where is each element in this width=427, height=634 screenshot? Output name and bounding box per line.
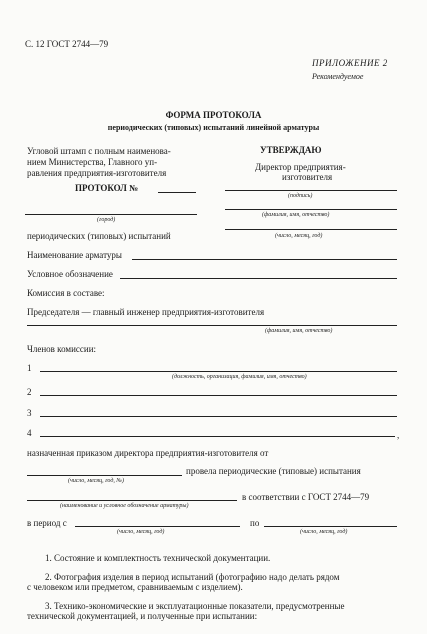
- period-to-hint: (число, месяц, год): [300, 529, 348, 535]
- order-label: назначенная приказом директора предприятия-изготовителя от: [27, 448, 269, 458]
- signature-line[interactable]: [225, 190, 397, 191]
- protocol-number-label: ПРОТОКОЛ №: [75, 183, 139, 193]
- protocol-tests-label: периодических (типовых) испытаний: [27, 231, 171, 241]
- order-date-line[interactable]: [27, 475, 182, 476]
- stamp-line-2: нием Министерства, Главного уп-: [27, 157, 158, 167]
- period-from-hint: (число, месяц, год): [117, 529, 165, 535]
- item-3-line-1: 3. Технико-экономические и эксплуатационные показатели, предусмотренные: [45, 601, 345, 611]
- director-name-hint: (фамилия, имя, отчество): [262, 212, 330, 218]
- arm-name-designation-hint: (наименование и условное обозначение арматуры): [60, 503, 189, 509]
- member-1-line[interactable]: [40, 371, 397, 372]
- approve-date-line[interactable]: [225, 229, 397, 230]
- form-subtitle: периодических (типовых) испытаний линейной арматуры: [107, 123, 320, 132]
- member-4-number: 4: [27, 428, 32, 438]
- approve-date-hint: (число, месяц, год): [275, 233, 323, 239]
- director-name-line[interactable]: [225, 209, 397, 210]
- approve-manufacturer: изготовителя: [282, 172, 333, 182]
- members-label: Членов комиссии:: [27, 344, 97, 354]
- designation-line[interactable]: [120, 278, 397, 279]
- chairman-name-line[interactable]: [27, 325, 397, 326]
- approve-title: УТВЕРЖДАЮ: [260, 145, 322, 155]
- order-date-hint: (число, месяц, год, №): [68, 478, 125, 484]
- protocol-number-line[interactable]: [158, 192, 196, 193]
- commission-label: Комиссия в составе:: [27, 288, 105, 298]
- member-1-number: 1: [27, 363, 32, 373]
- arm-name-label: Наименование арматуры: [27, 250, 122, 260]
- arm-name-line[interactable]: [132, 259, 397, 260]
- designation-label: Условное обозначение: [27, 269, 113, 279]
- member-3-line[interactable]: [40, 416, 397, 417]
- period-to-line[interactable]: [264, 526, 397, 527]
- appendix-label: ПРИЛОЖЕНИЕ 2: [312, 58, 388, 68]
- member-4-line[interactable]: [40, 436, 395, 437]
- period-from-label: в период с: [27, 518, 67, 528]
- approve-director: Директор предприятия-: [255, 162, 346, 172]
- member-1-hint: (должность, организация, фамилия, имя, отчество): [172, 374, 307, 380]
- member-2-number: 2: [27, 387, 32, 397]
- page-reference: С. 12 ГОСТ 2744—79: [25, 39, 109, 49]
- performed-label: провела периодические (типовые) испытания: [186, 466, 361, 476]
- arm-name-designation-line[interactable]: [27, 500, 237, 501]
- city-line[interactable]: [25, 214, 197, 215]
- period-from-line[interactable]: [75, 526, 240, 527]
- item-3-line-2: технической документацией, и полученные при испытании:: [27, 611, 258, 621]
- member-4-comma: ,: [397, 430, 400, 440]
- city-hint: (город): [97, 217, 116, 223]
- form-title: ФОРМА ПРОТОКОЛА: [165, 110, 262, 120]
- member-2-line[interactable]: [40, 395, 397, 396]
- period-to-label: по: [250, 518, 260, 528]
- according-label: в соответствии с ГОСТ 2744—79: [242, 492, 370, 502]
- item-2-line-1: 2. Фотография изделия в период испытаний (фотографию надо делать рядом: [45, 572, 340, 582]
- signature-hint: (подпись): [288, 193, 313, 199]
- item-1: 1. Состояние и комплектность технической документации.: [45, 553, 271, 563]
- appendix-note: Рекомендуемое: [312, 72, 364, 81]
- stamp-line-3: равления предприятия-изготовителя: [27, 168, 167, 178]
- stamp-line-1: Угловой штамп с полным наименова-: [27, 146, 171, 156]
- chairman-label: Председателя — главный инженер предприятия-изготовителя: [27, 307, 265, 317]
- chairman-name-hint: (фамилия, имя, отчество): [265, 328, 333, 334]
- member-3-number: 3: [27, 408, 32, 418]
- item-2-line-2: с человеком или предметом, сравниваемым с изделием).: [27, 582, 243, 592]
